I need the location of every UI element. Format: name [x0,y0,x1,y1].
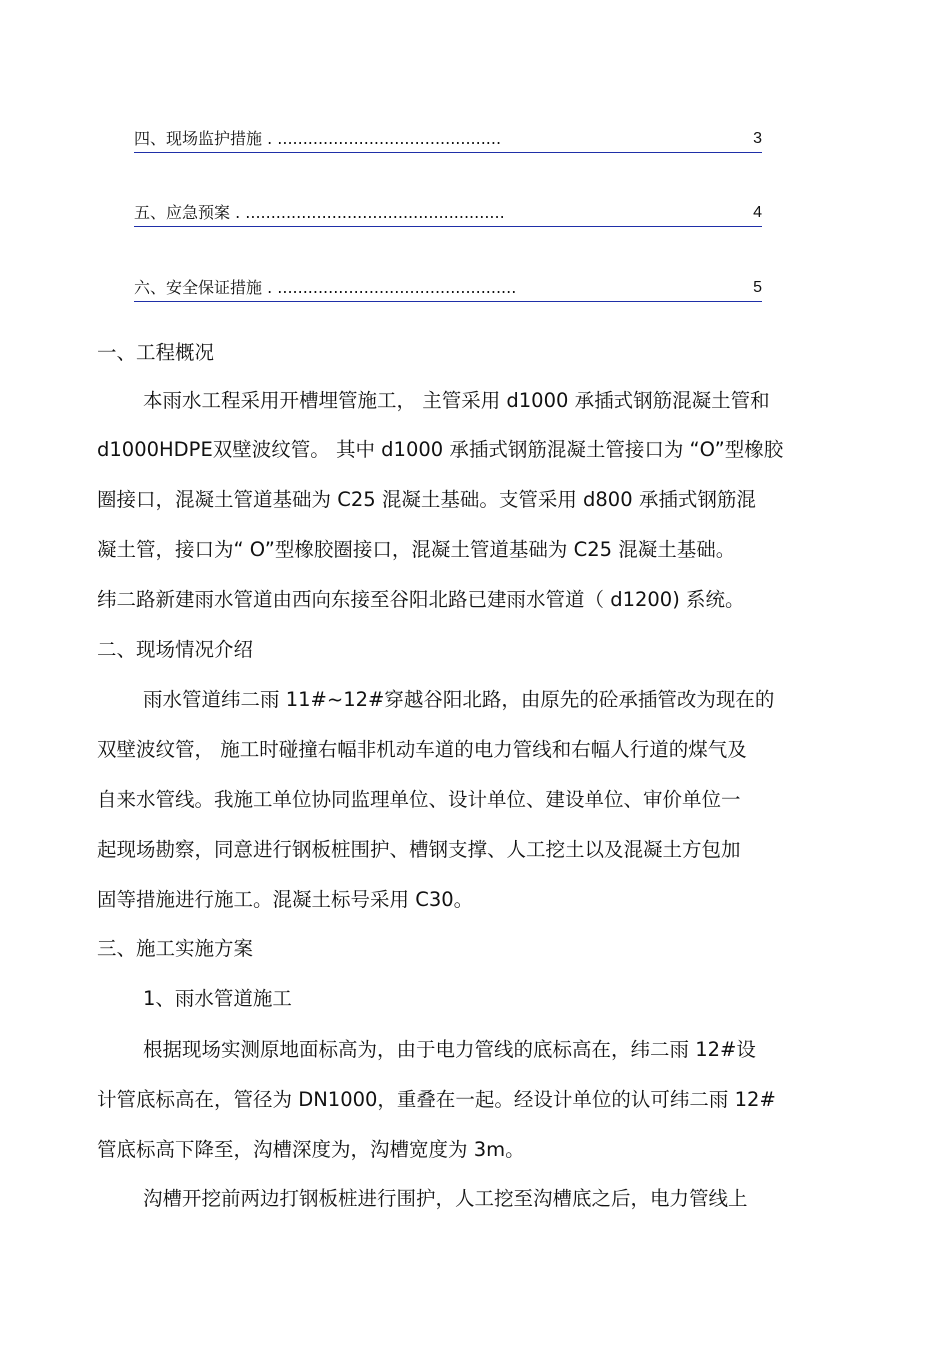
paragraph-line: 双壁波纹管， 施工时碰撞右幅非机动车道的电力管线和右幅人行道的煤气及 [97,738,747,761]
toc-page-number: 3 [753,130,762,147]
toc-entry-emergency-plan[interactable] [134,202,762,227]
paragraph-line: 根据现场实测原地面标高为，由于电力管线的底标高在，纬二雨 12#设 [143,1038,756,1061]
toc-entry-safety-measures[interactable] [134,277,762,302]
paragraph-line: 雨水管道纬二雨 11#~12#穿越谷阳北路，由原先的砼承插管改为现在的 [143,688,775,711]
toc-page-number: 4 [753,204,762,221]
paragraph-line: 沟槽开挖前两边打钢板桩进行围护，人工挖至沟槽底之后，电力管线上 [143,1187,748,1210]
paragraph-line: 本雨水工程采用开槽埋管施工， 主管采用 d1000 承插式钢筋混凝土管和 [143,389,770,412]
paragraph-line: 自来水管线。我施工单位协同监理单位、设计单位、建设单位、审价单位一 [97,788,741,811]
paragraph-line: 纬二路新建雨水管道由西向东接至谷阳北路已建雨水管道（ d1200) 系统。 [97,588,745,611]
section-heading-construction-plan: 三、施工实施方案 [97,937,254,960]
paragraph-line: 起现场勘察，同意进行钢板桩围护、槽钢支撑、人工挖土以及混凝土方包加 [97,838,741,861]
paragraph-line: 固等措施进行施工。混凝土标号采用 C30。 [97,888,474,911]
section-heading-overview: 一、工程概况 [97,341,215,364]
toc-entry-title: 五、应急预案 . ................................................... [134,203,505,222]
toc-entry-title: 六、安全保证措施 . ............................................... [134,278,517,297]
paragraph-line: d1000HDPE双壁波纹管。 其中 d1000 承插式钢筋混凝土管接口为 “O”型橡胶 [97,438,784,461]
subsection-heading-rainwater-pipe: 1、雨水管道施工 [143,987,292,1010]
toc-entry-title: 四、现场监护措施 . ............................................ [134,129,502,148]
section-heading-site-situation: 二、现场情况介绍 [97,638,254,661]
toc-entry-monitoring[interactable] [134,128,762,153]
paragraph-line: 管底标高下降至，沟槽深度为，沟槽宽度为 3m。 [97,1138,525,1161]
toc-page-number: 5 [753,279,762,296]
paragraph-line: 圈接口，混凝土管道基础为 C25 混凝土基础。支管采用 d800 承插式钢筋混 [97,488,756,511]
paragraph-line: 计管底标高在，管径为 DN1000，重叠在一起。经设计单位的认可纬二雨 12# [97,1088,776,1111]
paragraph-line: 凝土管，接口为“ O”型橡胶圈接口，混凝土管道基础为 C25 混凝土基础。 [97,538,736,561]
